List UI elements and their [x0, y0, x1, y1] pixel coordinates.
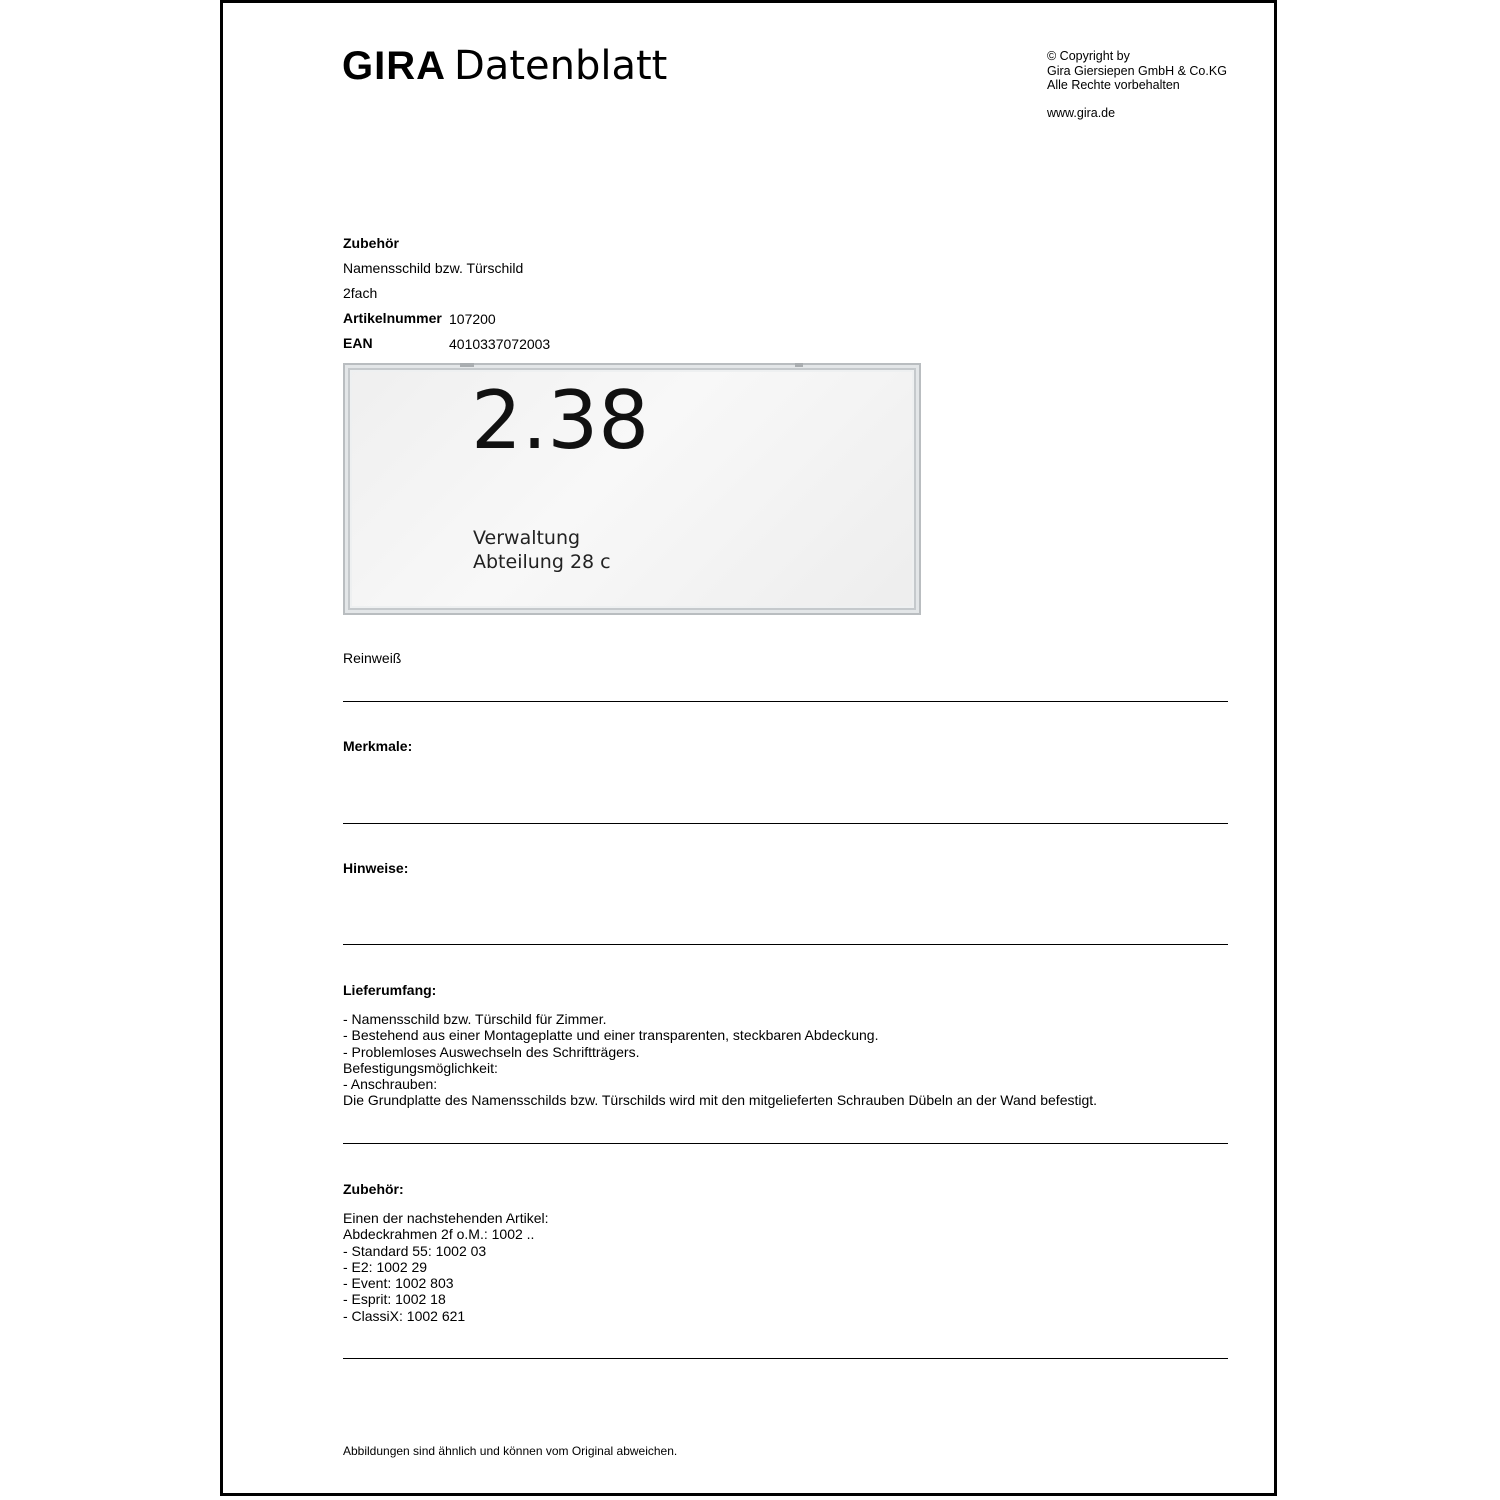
- lieferumfang-heading: Lieferumfang:: [343, 982, 437, 998]
- lieferumfang-text: [343, 1011, 1097, 1109]
- divider: [343, 823, 1228, 824]
- sign-text-line: Verwaltung: [473, 527, 581, 549]
- merkmale-heading: Merkmale:: [343, 738, 413, 754]
- doc-title: Datenblatt: [454, 43, 668, 89]
- list-item: - Standard 55: 1002 03: [343, 1242, 487, 1259]
- sign-room-number: 2.38: [471, 374, 650, 467]
- article-name: Namensschild bzw. Türschild: [343, 260, 524, 276]
- list-item: - E2: 1002 29: [343, 1258, 428, 1275]
- clip-right: [795, 363, 803, 367]
- list-item: Die Grundplatte des Namensschilds bzw. Türschilds wird mit den mitgelieferten Schrauben Dübeln an der Wand befestigt.: [343, 1092, 1098, 1109]
- article-category: Zubehör: [343, 235, 399, 251]
- list-item: - Anschrauben:: [343, 1076, 438, 1093]
- list-item: Befestigungsmöglichkeit:: [343, 1059, 498, 1076]
- zubehoer-text: [343, 1210, 548, 1324]
- website-link[interactable]: www.gira.de: [1047, 106, 1116, 120]
- list-item: Abdeckrahmen 2f o.M.: 1002 ..: [343, 1226, 535, 1243]
- divider: [343, 1143, 1228, 1144]
- divider: [343, 944, 1228, 945]
- hinweise-heading: Hinweise:: [343, 860, 409, 876]
- list-item: Einen der nachstehenden Artikel:: [343, 1210, 549, 1226]
- copyright-line: © Copyright by: [1047, 49, 1130, 63]
- list-item: - Bestehend aus einer Montageplatte und einer transparenten, steckbaren Abdeckung.: [343, 1027, 879, 1044]
- zubehoer-heading: Zubehör:: [343, 1181, 404, 1197]
- divider: [343, 1358, 1228, 1359]
- clip-left: [460, 363, 474, 367]
- list-item: - Problemloses Auswechseln des Schriftträgers.: [343, 1043, 640, 1060]
- list-item: - Event: 1002 803: [343, 1275, 454, 1292]
- article-number: 107200: [449, 311, 496, 327]
- product-image: [343, 363, 921, 615]
- copyright-notice: [1047, 49, 1227, 93]
- list-item: - ClassiX: 1002 621: [343, 1307, 466, 1324]
- ean-value: 4010337072003: [449, 336, 551, 352]
- copyright-line: Gira Giersiepen GmbH & Co.KG: [1047, 63, 1227, 78]
- article-number-label: Artikelnummer: [343, 310, 442, 326]
- footer-disclaimer: Abbildungen sind ähnlich und können vom Original abweichen.: [343, 1444, 678, 1458]
- list-item: - Esprit: 1002 18: [343, 1291, 446, 1308]
- color-label: Reinweiß: [343, 650, 402, 666]
- copyright-line: Alle Rechte vorbehalten: [1047, 78, 1180, 92]
- ean-label: EAN: [343, 335, 373, 351]
- list-item: - Namensschild bzw. Türschild für Zimmer.: [343, 1011, 607, 1027]
- divider: [343, 701, 1228, 702]
- brand-logo: GIRA: [342, 44, 446, 88]
- brand-title: [342, 44, 667, 88]
- article-variant: 2fach: [343, 285, 378, 301]
- sign-text-line: Abteilung 28 c: [473, 551, 611, 573]
